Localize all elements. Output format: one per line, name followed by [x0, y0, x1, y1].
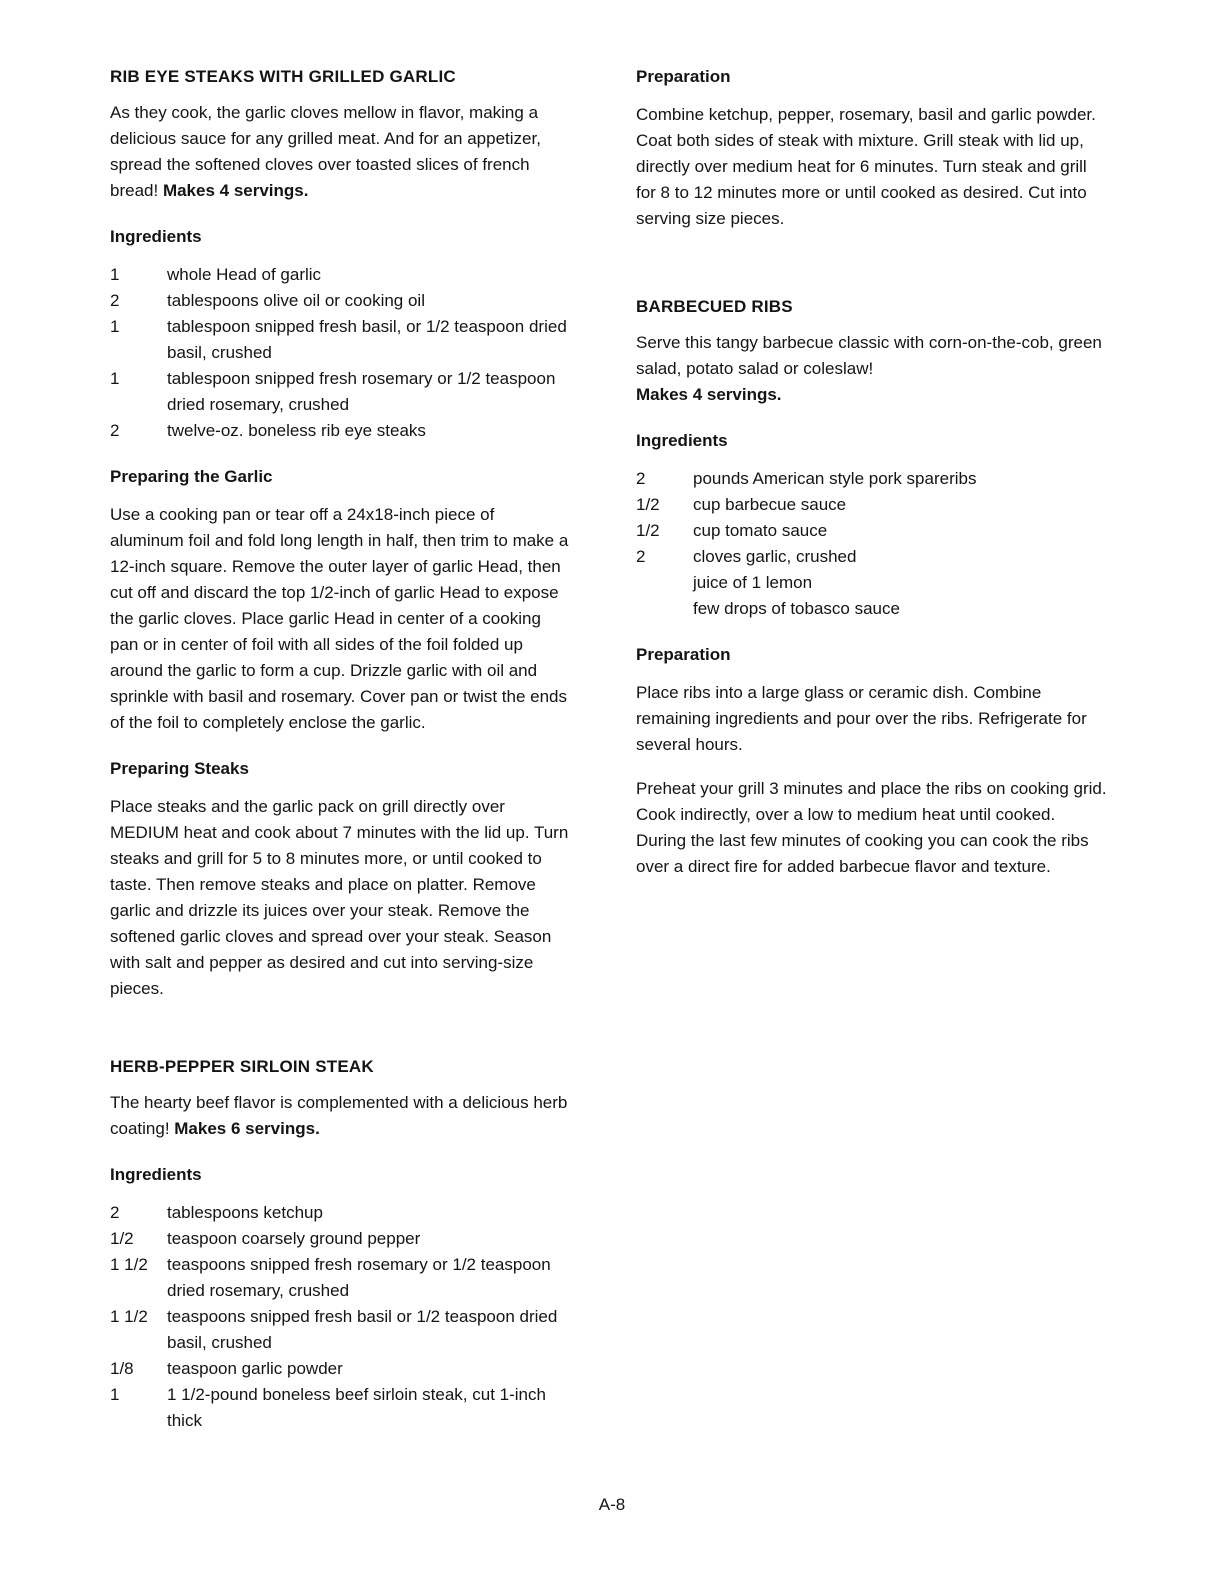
preparation-heading: Preparation	[636, 67, 731, 86]
ingredient-row	[110, 1382, 572, 1434]
ingredient-quantity: 1	[110, 265, 120, 284]
ingredient-row	[110, 288, 572, 314]
ingredient-text: cup tomato sauce	[693, 521, 828, 540]
ingredient-row	[110, 1304, 572, 1356]
ingredient-row	[110, 1252, 572, 1304]
ingredient-row	[636, 570, 1108, 596]
ribs-preparation-heading: Preparation	[636, 645, 731, 664]
ingredients-heading-ribs: Ingredients	[636, 431, 728, 450]
ingredient-text: tablespoons ketchup	[167, 1203, 323, 1222]
ingredient-text: few drops of tobasco sauce	[693, 599, 900, 618]
recipe-title-ribeye: RIB EYE STEAKS WITH GRILLED GARLIC	[110, 67, 456, 86]
ingredient-quantity: 1/8	[110, 1359, 134, 1378]
right-column	[636, 64, 1108, 898]
ingredient-row	[636, 518, 1108, 544]
ingredient-quantity: 1/2	[636, 495, 660, 514]
ingredient-row	[110, 314, 572, 366]
servings-note: Makes 6 servings.	[174, 1119, 320, 1138]
intro-text: Serve this tangy barbecue classic with corn-on-the-cob, green salad, potato salad or coleslaw!	[636, 333, 1102, 378]
preparation-section	[636, 64, 1108, 232]
recipe-intro-herb-pepper	[110, 1090, 572, 1142]
ingredient-text: teaspoon garlic powder	[167, 1359, 343, 1378]
recipe-barbecued-ribs	[636, 294, 1108, 880]
ingredient-quantity: 2	[636, 469, 646, 488]
ingredient-text: teaspoons snipped fresh basil or 1/2 teaspoon dried basil, crushed	[167, 1307, 558, 1352]
servings-note: Makes 4 servings.	[636, 385, 782, 404]
ingredient-text: twelve-oz. boneless rib eye steaks	[167, 421, 426, 440]
ingredient-text: pounds American style pork spareribs	[693, 469, 977, 488]
ingredient-row	[110, 1200, 572, 1226]
recipe-herb-pepper	[110, 1054, 572, 1434]
preparing-steaks-heading: Preparing Steaks	[110, 759, 249, 778]
ingredient-text: juice of 1 lemon	[693, 573, 813, 592]
ingredient-row	[636, 492, 1108, 518]
ingredient-text: tablespoons olive oil or cooking oil	[167, 291, 425, 310]
ingredients-heading-ribeye: Ingredients	[110, 227, 202, 246]
left-column	[110, 64, 572, 1438]
recipe-intro-ribs	[636, 330, 1108, 408]
ingredient-quantity: 1/2	[110, 1229, 134, 1248]
ingredients-list-herb-pepper	[110, 1200, 572, 1434]
ingredient-quantity: 2	[110, 421, 120, 440]
ingredients-list-ribs	[636, 466, 1108, 622]
ingredient-row	[636, 544, 1108, 570]
ingredient-row	[110, 366, 572, 418]
ingredient-text: tablespoon snipped fresh rosemary or 1/2 teaspoon dried rosemary, crushed	[167, 369, 556, 414]
ribs-preparation-para-1: Place ribs into a large glass or ceramic dish. Combine remaining ingredients and pour over the ribs. Refrigerate for several hours.	[636, 683, 1087, 754]
ingredient-quantity: 2	[636, 547, 646, 566]
preparing-steaks-text: Place steaks and the garlic pack on grill directly over MEDIUM heat and cook about 7 minutes with the lid up. Turn steaks and grill for 5 to 8 minutes more, or until cooked to taste. Then remove steaks and place on platter. Remove garlic and drizzle its juices over your steak. Remove the softened garlic cloves and spread over your steak. Season with salt and pepper as desired and cut into serving-size pieces.	[110, 797, 569, 998]
ingredient-quantity: 1	[110, 369, 120, 388]
ingredient-row	[636, 596, 1108, 622]
ingredients-list-ribeye	[110, 262, 572, 444]
ingredient-quantity: 1	[110, 317, 120, 336]
page-number: A-8	[598, 1495, 626, 1514]
ingredient-row	[110, 418, 572, 444]
intro-text: The hearty beef flavor is complemented with a delicious herb coating!	[110, 1093, 568, 1138]
ingredient-text: 1 1/2-pound boneless beef sirloin steak, cut 1-inch thick	[167, 1385, 546, 1430]
ingredient-quantity: 2	[110, 291, 120, 310]
preparing-garlic-text: Use a cooking pan or tear off a 24x18-inch piece of aluminum foil and fold long length in half, then trim to make a 12-inch square. Remove the outer layer of garlic Head, then cut off and discard the top 1/2-inch of garlic Head to expose the garlic cloves. Place garlic Head in center of a cooking pan or in center of foil with all sides of the foil folded up around the garlic to form a cup. Drizzle garlic with oil and sprinkle with basil and rosemary. Cover pan or twist the ends of the foil to completely enclose the garlic.	[110, 505, 569, 732]
ingredient-text: teaspoon coarsely ground pepper	[167, 1229, 421, 1248]
ingredient-text: cloves garlic, crushed	[693, 547, 857, 566]
ingredient-text: whole Head of garlic	[167, 265, 322, 284]
recipe-ribeye	[110, 64, 572, 1002]
recipe-title-ribs: BARBECUED RIBS	[636, 297, 793, 316]
ingredient-row	[636, 466, 1108, 492]
ingredient-text: tablespoon snipped fresh basil, or 1/2 teaspoon dried basil, crushed	[167, 317, 567, 362]
ingredient-quantity: 1 1/2	[110, 1307, 148, 1326]
ingredient-quantity: 1 1/2	[110, 1255, 148, 1274]
ingredient-quantity: 2	[110, 1203, 120, 1222]
ingredients-heading-herb-pepper: Ingredients	[110, 1165, 202, 1184]
recipe-title-herb-pepper: HERB-PEPPER SIRLOIN STEAK	[110, 1057, 374, 1076]
preparing-garlic-heading: Preparing the Garlic	[110, 467, 273, 486]
preparation-text: Combine ketchup, pepper, rosemary, basil and garlic powder. Coat both sides of steak with mixture. Grill steak with lid up, directly over medium heat for 6 minutes. Turn steak and grill for 8 to 12 minutes more or until cooked as desired. Cut into serving size pieces.	[636, 105, 1096, 228]
ingredient-quantity: 1	[110, 1385, 120, 1404]
ingredient-text: teaspoons snipped fresh rosemary or 1/2 teaspoon dried rosemary, crushed	[167, 1255, 551, 1300]
ingredient-quantity: 1/2	[636, 521, 660, 540]
servings-note: Makes 4 servings.	[162, 181, 309, 200]
ingredient-row	[110, 1356, 572, 1382]
recipe-intro-ribeye	[110, 100, 572, 204]
ingredient-text: cup barbecue sauce	[693, 495, 847, 514]
ingredient-row	[110, 1226, 572, 1252]
ribs-preparation-para-2: Preheat your grill 3 minutes and place the ribs on cooking grid. Cook indirectly, over a low to medium heat until cooked. During the last few minutes of cooking you can cook the ribs over a direct fire for added barbecue flavor and texture.	[636, 779, 1107, 876]
intro-text: As they cook, the garlic cloves mellow in flavor, making a delicious sauce for any grilled meat. And for an appetizer, spread the softened cloves over toasted slices of french bread!	[110, 103, 541, 200]
ingredient-row	[110, 262, 572, 288]
